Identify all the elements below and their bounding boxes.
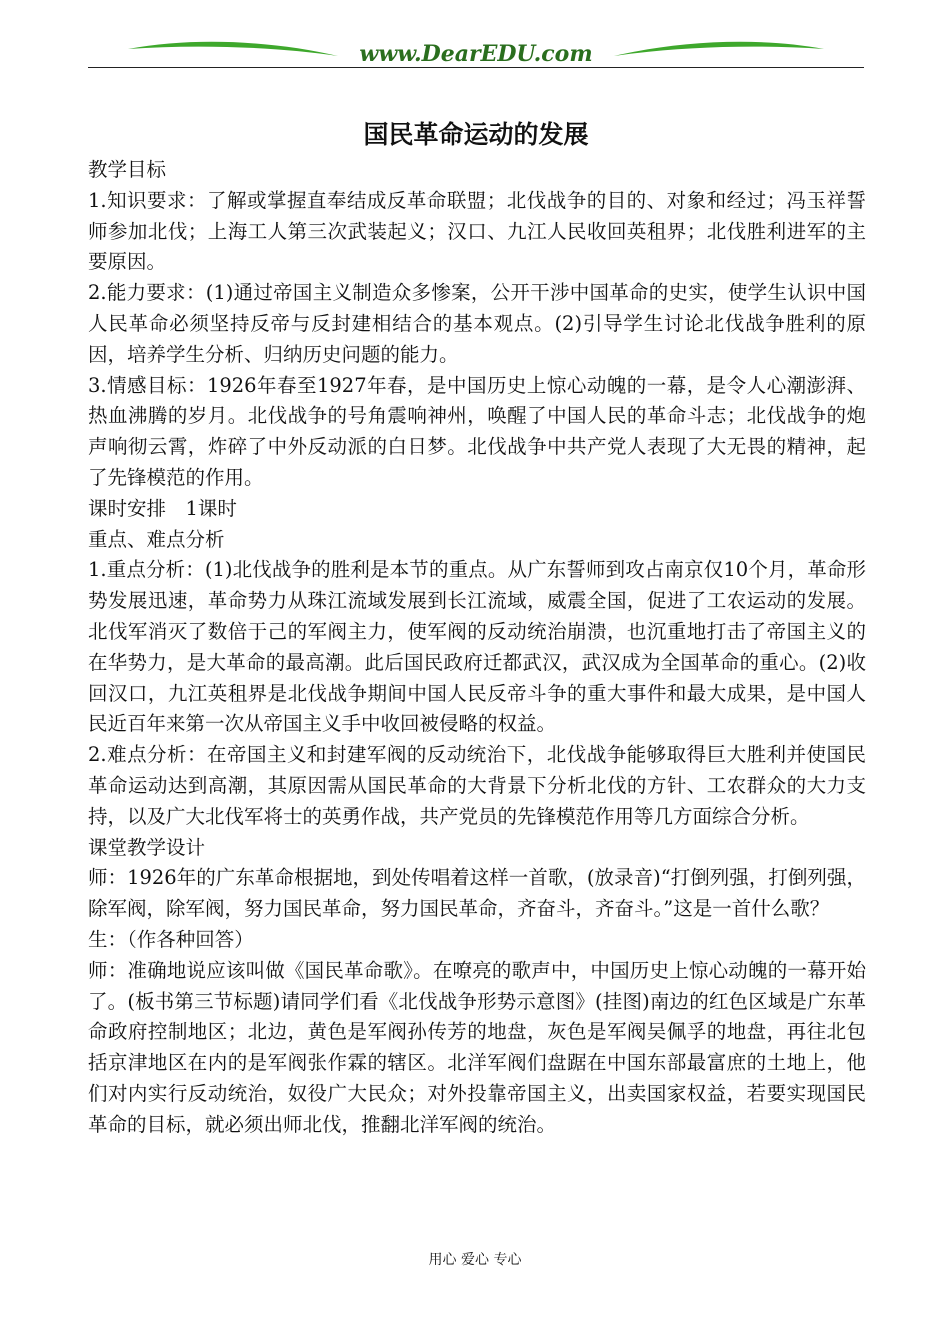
body-paragraph: 2.能力要求：(1)通过帝国主义制造众多惨案，公开干涉中国革命的史实，使学生认识中国人民革命必须坚持反帝与反封建相结合的基本观点。(2)引导学生讨论北伐战争胜利的原因，培养学生分析、归纳历史问题的能力。	[88, 281, 866, 366]
logo-text: www.DearEDU.com	[359, 41, 593, 67]
body-paragraph: 1.知识要求：了解或掌握直奉结成反革命联盟；北伐战争的目的、对象和经过；冯玉祥誓师参加北伐；上海工人第三次武装起义；汉口、九江人民收回英租界；北伐胜利进军的主要原因。	[88, 188, 866, 274]
site-header	[88, 30, 864, 70]
section-heading: 课时安排 1课时	[88, 496, 237, 520]
body-paragraph: 3.情感目标：1926年春至1927年春，是中国历史上惊心动魄的一幕，是令人心潮澎湃、热血沸腾的岁月。北伐战争的号角震响神州，唤醒了中国人民的革命斗志；北伐战争的炮声响彻云霄，炸碎了中外反动派的白日梦。北伐战争中共产党人表现了大无畏的精神，起了先锋模范的作用。	[88, 373, 866, 489]
dearedu-logo	[88, 30, 864, 70]
left-swoosh-icon	[128, 42, 338, 56]
right-swoosh-icon	[614, 42, 824, 56]
section-heading: 重点、难点分析	[88, 527, 225, 551]
header-rule	[88, 67, 864, 68]
section-heading: 课堂教学设计	[88, 835, 206, 859]
body-paragraph: 师：1926年的广东革命根据地，到处传唱着这样一首歌，(放录音)“打倒列强，打倒列强，除军阀，除军阀，努力国民革命，努力国民革命，齐奋斗，齐奋斗。”这是一首什么歌？	[88, 866, 866, 921]
document-title: 国民革命运动的发展	[363, 120, 589, 149]
page-footer: 用心 爱心 专心	[428, 1252, 522, 1268]
document-body	[88, 155, 866, 1141]
body-paragraph: 生：（作各种回答）	[88, 927, 254, 951]
body-paragraph: 师：准确地说应该叫做《国民革命歌》。在嘹亮的歌声中，中国历史上惊心动魄的一幕开始了。(板书第三节标题)请同学们看《北伐战争形势示意图》(挂图)南边的红色区域是广东革命政府控制地区；北边，黄色是军阀孙传芳的地盘，灰色是军阀吴佩孚的地盘，再往北包括京津地区在内的是军阀张作霖的辖区。北洋军阀们盘踞在中国东部最富庶的土地上，他们对内实行反动统治，奴役广大民众；对外投靠帝国主义，出卖国家权益，若要实现国民革命的目标，就必须出师北伐，推翻北洋军阀的统治。	[88, 958, 866, 1136]
body-paragraph: 1.重点分析：(1)北伐战争的胜利是本节的重点。从广东誓师到攻占南京仅10个月，革命形势发展迅速，革命势力从珠江流域发展到长江流域，威震全国，促进了工农运动的发展。北伐军消灭了数倍于己的军阀主力，使军阀的反动统治崩溃，也沉重地打击了帝国主义的在华势力，是大革命的最高潮。此后国民政府迁都武汉，武汉成为全国革命的重心。(2)收回汉口，九江英租界是北伐战争期间中国人民反帝斗争的重大事件和最大成果，是中国人民近百年来第一次从帝国主义手中收回被侵略的权益。	[88, 558, 866, 736]
section-heading: 教学目标	[88, 158, 167, 181]
body-paragraph: 2.难点分析：在帝国主义和封建军阀的反动统治下，北伐战争能够取得巨大胜利并使国民革命运动达到高潮，其原因需从国民革命的大背景下分析北伐的方针、工农群众的大力支持，以及广大北伐军将士的英勇作战，共产党员的先锋模范作用等几方面综合分析。	[88, 743, 866, 828]
